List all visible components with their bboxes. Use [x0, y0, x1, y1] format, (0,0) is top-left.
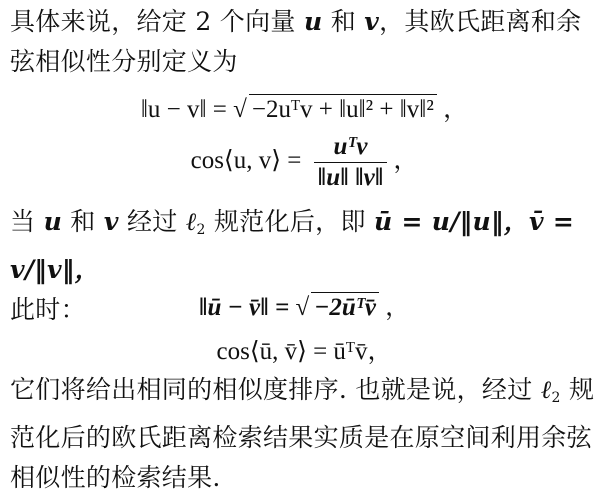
eq4-text: cos⟨ū, v̄⟩ = ūᵀv̄，	[216, 338, 393, 365]
ell-subscript: 2	[196, 222, 206, 238]
vector-u: u	[303, 7, 323, 36]
intro-text-1: 具体来说，给定 2 个向量	[10, 7, 296, 36]
eq3-tail: ，	[385, 294, 411, 321]
p3-text-2: 规范化后的欧氏距离检索结果实质是在原空间利用余弦相似性的检索结果.	[10, 375, 595, 492]
sqrt: √ −2uᵀv + ‖u‖² + ‖v‖²	[233, 92, 437, 128]
p2-text-1: 当	[10, 207, 36, 236]
p2-text-3: 经过	[126, 207, 178, 236]
equation-cosine	[0, 132, 609, 196]
ell-symbol: ℓ	[540, 375, 552, 404]
fraction-denominator: ‖u‖ ‖v‖	[317, 164, 384, 191]
equation-normalized-euclidean	[0, 290, 609, 326]
equation-normalized-cosine	[0, 334, 609, 370]
vector-u: u	[43, 207, 63, 236]
eq1-tail: ，	[443, 96, 469, 123]
eq1-lhs: ‖u − v‖ =	[140, 96, 234, 123]
fraction-numerator: uᵀv	[314, 132, 388, 163]
equation-euclidean	[0, 92, 609, 128]
paragraph-conclusion	[10, 370, 602, 498]
eq1-radicand: −2uᵀv + ‖u‖² + ‖v‖²	[249, 94, 437, 125]
intro-text-3: ，其欧氏距离和余弦相似性分别定义为	[10, 7, 582, 76]
eq3-lhs: ‖ū − v̄‖ =	[198, 294, 296, 321]
ell-subscript: 2	[551, 390, 561, 406]
fraction	[314, 132, 388, 193]
ell-symbol: ℓ	[185, 207, 197, 236]
eq3-radicand: −2ūᵀv̄	[311, 292, 379, 323]
p2-text-2: 和	[70, 207, 96, 236]
eq2-lhs: cos⟨u, v⟩ =	[190, 147, 308, 175]
p2-text-4: 规范化后，即	[213, 207, 366, 236]
intro-text-2: 和	[330, 7, 356, 36]
p3-text-1: 它们将给出相同的相似度排序. 也就是说，经过	[10, 375, 533, 404]
vector-v: v	[103, 207, 119, 236]
paragraph-intro	[10, 2, 602, 82]
sqrt: √ −2ūᵀv̄	[296, 290, 379, 326]
normalized-definition: ū = u/‖u‖，v̄ = v/‖v‖，	[10, 207, 575, 284]
eq2-tail: ，	[393, 147, 419, 175]
vector-v: v	[364, 7, 380, 36]
p2-text-5: 此时：	[10, 295, 86, 324]
